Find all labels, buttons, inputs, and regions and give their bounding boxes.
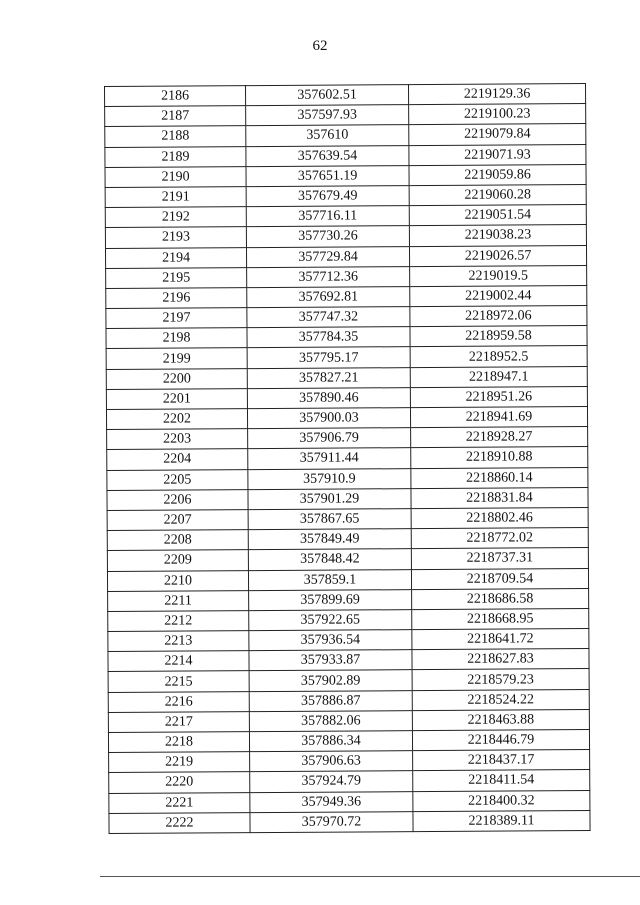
table-row bbox=[106, 386, 587, 409]
y-coordinate-cell: 2218411.54 bbox=[413, 770, 590, 791]
point-number-cell: 2206 bbox=[107, 489, 248, 510]
y-coordinate-cell: 2219100.23 bbox=[409, 104, 586, 125]
table-row bbox=[105, 164, 586, 187]
point-number-cell: 2205 bbox=[107, 469, 248, 490]
point-number-cell: 2209 bbox=[107, 550, 248, 571]
x-coordinate-cell: 357849.49 bbox=[248, 529, 411, 550]
table-row bbox=[105, 104, 586, 127]
table-body bbox=[105, 84, 591, 834]
y-coordinate-cell: 2218947.1 bbox=[410, 366, 587, 387]
table-row bbox=[107, 467, 588, 490]
point-number-cell: 2199 bbox=[106, 348, 247, 369]
y-coordinate-cell: 2218952.5 bbox=[410, 346, 587, 367]
y-coordinate-cell: 2219019.5 bbox=[410, 265, 587, 286]
y-coordinate-cell: 2218686.58 bbox=[412, 588, 589, 609]
y-coordinate-cell: 2218772.02 bbox=[411, 528, 588, 549]
x-coordinate-cell: 357610 bbox=[246, 125, 409, 146]
point-number-cell: 2210 bbox=[107, 570, 248, 591]
y-coordinate-cell: 2218627.83 bbox=[412, 649, 589, 670]
table-row bbox=[106, 285, 587, 308]
point-number-cell: 2214 bbox=[108, 651, 249, 672]
point-number-cell: 2203 bbox=[107, 429, 248, 450]
table-row bbox=[105, 225, 586, 248]
table-row bbox=[105, 84, 586, 107]
table-row bbox=[109, 770, 590, 793]
point-number-cell: 2196 bbox=[106, 288, 247, 309]
point-number-cell: 2192 bbox=[105, 207, 246, 228]
y-coordinate-cell: 2219026.57 bbox=[409, 245, 586, 266]
x-coordinate-cell: 357911.44 bbox=[248, 448, 411, 469]
y-coordinate-cell: 2218831.84 bbox=[411, 487, 588, 508]
table-row bbox=[108, 608, 589, 631]
x-coordinate-cell: 357899.69 bbox=[249, 589, 412, 610]
point-number-cell: 2221 bbox=[109, 792, 250, 813]
table-row bbox=[107, 487, 588, 510]
table-row bbox=[106, 407, 587, 430]
x-coordinate-cell: 357886.87 bbox=[249, 690, 412, 711]
point-number-cell: 2215 bbox=[108, 671, 249, 692]
table-row bbox=[106, 346, 587, 369]
x-coordinate-cell: 357716.11 bbox=[246, 206, 409, 227]
y-coordinate-cell: 2219060.28 bbox=[409, 184, 586, 205]
point-number-cell: 2202 bbox=[106, 409, 247, 430]
x-coordinate-cell: 357651.19 bbox=[246, 165, 409, 186]
x-coordinate-cell: 357827.21 bbox=[247, 367, 410, 388]
x-coordinate-cell: 357795.17 bbox=[247, 347, 410, 368]
y-coordinate-cell: 2218910.88 bbox=[411, 447, 588, 468]
y-coordinate-cell: 2218802.46 bbox=[411, 507, 588, 528]
x-coordinate-cell: 357949.36 bbox=[250, 791, 413, 812]
point-number-cell: 2213 bbox=[108, 631, 249, 652]
point-number-cell: 2216 bbox=[108, 691, 249, 712]
x-coordinate-cell: 357906.63 bbox=[250, 751, 413, 772]
x-coordinate-cell: 357970.72 bbox=[250, 811, 413, 832]
x-coordinate-cell: 357901.29 bbox=[248, 488, 411, 509]
y-coordinate-cell: 2218400.32 bbox=[413, 790, 590, 811]
bottom-rule bbox=[100, 876, 640, 877]
point-number-cell: 2207 bbox=[107, 510, 248, 531]
x-coordinate-cell: 357597.93 bbox=[246, 105, 409, 126]
point-number-cell: 2186 bbox=[105, 86, 246, 107]
point-number-cell: 2189 bbox=[105, 146, 246, 167]
x-coordinate-cell: 357602.51 bbox=[246, 85, 409, 106]
table-row bbox=[107, 568, 588, 591]
table-row bbox=[109, 750, 590, 773]
table-row bbox=[106, 306, 587, 329]
y-coordinate-cell: 2218928.27 bbox=[411, 427, 588, 448]
point-number-cell: 2195 bbox=[106, 267, 247, 288]
point-number-cell: 2219 bbox=[109, 752, 250, 773]
point-number-cell: 2190 bbox=[105, 166, 246, 187]
point-number-cell: 2204 bbox=[107, 449, 248, 470]
x-coordinate-cell: 357936.54 bbox=[249, 630, 412, 651]
table-row bbox=[108, 689, 589, 712]
y-coordinate-cell: 2218959.58 bbox=[410, 326, 587, 347]
table-row bbox=[105, 124, 586, 147]
x-coordinate-cell: 357859.1 bbox=[248, 569, 411, 590]
table-row bbox=[107, 427, 588, 450]
x-coordinate-cell: 357922.65 bbox=[249, 610, 412, 631]
point-number-cell: 2211 bbox=[108, 590, 249, 611]
table-row bbox=[108, 649, 589, 672]
x-coordinate-cell: 357867.65 bbox=[248, 509, 411, 530]
table-row bbox=[107, 447, 588, 470]
x-coordinate-cell: 357747.32 bbox=[247, 307, 410, 328]
y-coordinate-cell: 2218389.11 bbox=[413, 810, 590, 831]
x-coordinate-cell: 357902.89 bbox=[249, 670, 412, 691]
table-row bbox=[106, 265, 587, 288]
point-number-cell: 2188 bbox=[105, 126, 246, 147]
x-coordinate-cell: 357882.06 bbox=[249, 710, 412, 731]
y-coordinate-cell: 2219002.44 bbox=[410, 285, 587, 306]
x-coordinate-cell: 357679.49 bbox=[246, 186, 409, 207]
point-number-cell: 2220 bbox=[109, 772, 250, 793]
y-coordinate-cell: 2219071.93 bbox=[409, 144, 586, 165]
point-number-cell: 2201 bbox=[106, 388, 247, 409]
y-coordinate-cell: 2219059.86 bbox=[409, 164, 586, 185]
point-number-cell: 2208 bbox=[107, 530, 248, 551]
table-row bbox=[107, 507, 588, 530]
point-number-cell: 2218 bbox=[108, 732, 249, 753]
table-row bbox=[105, 205, 586, 228]
x-coordinate-cell: 357906.79 bbox=[248, 428, 411, 449]
x-coordinate-cell: 357639.54 bbox=[246, 145, 409, 166]
table-row bbox=[106, 326, 587, 349]
y-coordinate-cell: 2218972.06 bbox=[410, 306, 587, 327]
y-coordinate-cell: 2218951.26 bbox=[410, 386, 587, 407]
point-number-cell: 2212 bbox=[108, 611, 249, 632]
table-row bbox=[105, 184, 586, 207]
y-coordinate-cell: 2218641.72 bbox=[412, 629, 589, 650]
coordinates-table bbox=[104, 83, 591, 834]
point-number-cell: 2217 bbox=[108, 711, 249, 732]
x-coordinate-cell: 357890.46 bbox=[247, 387, 410, 408]
y-coordinate-cell: 2218737.31 bbox=[411, 548, 588, 569]
table-row bbox=[108, 629, 589, 652]
table-row bbox=[109, 810, 590, 833]
y-coordinate-cell: 2218463.88 bbox=[412, 709, 589, 730]
y-coordinate-cell: 2218668.95 bbox=[412, 608, 589, 629]
x-coordinate-cell: 357730.26 bbox=[246, 226, 409, 247]
x-coordinate-cell: 357729.84 bbox=[246, 246, 409, 267]
y-coordinate-cell: 2218941.69 bbox=[410, 407, 587, 428]
page-number: 62 bbox=[312, 38, 328, 54]
point-number-cell: 2222 bbox=[109, 812, 250, 833]
table-row bbox=[109, 790, 590, 813]
x-coordinate-cell: 357910.9 bbox=[248, 468, 411, 489]
point-number-cell: 2198 bbox=[106, 328, 247, 349]
y-coordinate-cell: 2219051.54 bbox=[409, 205, 586, 226]
point-number-cell: 2187 bbox=[105, 106, 246, 127]
table-row bbox=[106, 366, 587, 389]
point-number-cell: 2200 bbox=[106, 368, 247, 389]
table-row bbox=[108, 709, 589, 732]
table-row bbox=[107, 548, 588, 571]
table-row bbox=[108, 730, 589, 753]
x-coordinate-cell: 357933.87 bbox=[249, 650, 412, 671]
y-coordinate-cell: 2218446.79 bbox=[412, 730, 589, 751]
x-coordinate-cell: 357924.79 bbox=[250, 771, 413, 792]
y-coordinate-cell: 2219129.36 bbox=[408, 84, 585, 105]
table-row bbox=[105, 144, 586, 167]
x-coordinate-cell: 357900.03 bbox=[247, 408, 410, 429]
y-coordinate-cell: 2218709.54 bbox=[411, 568, 588, 589]
point-number-cell: 2197 bbox=[106, 308, 247, 329]
table-row bbox=[105, 245, 586, 268]
y-coordinate-cell: 2219038.23 bbox=[409, 225, 586, 246]
table-row bbox=[107, 528, 588, 551]
y-coordinate-cell: 2218860.14 bbox=[411, 467, 588, 488]
y-coordinate-cell: 2219079.84 bbox=[409, 124, 586, 145]
x-coordinate-cell: 357712.36 bbox=[247, 266, 410, 287]
y-coordinate-cell: 2218437.17 bbox=[413, 750, 590, 771]
table-row bbox=[108, 669, 589, 692]
table-row bbox=[108, 588, 589, 611]
x-coordinate-cell: 357848.42 bbox=[248, 549, 411, 570]
x-coordinate-cell: 357886.34 bbox=[249, 731, 412, 752]
y-coordinate-cell: 2218524.22 bbox=[412, 689, 589, 710]
y-coordinate-cell: 2218579.23 bbox=[412, 669, 589, 690]
point-number-cell: 2191 bbox=[105, 187, 246, 208]
x-coordinate-cell: 357692.81 bbox=[247, 287, 410, 308]
point-number-cell: 2193 bbox=[105, 227, 246, 248]
point-number-cell: 2194 bbox=[105, 247, 246, 268]
x-coordinate-cell: 357784.35 bbox=[247, 327, 410, 348]
